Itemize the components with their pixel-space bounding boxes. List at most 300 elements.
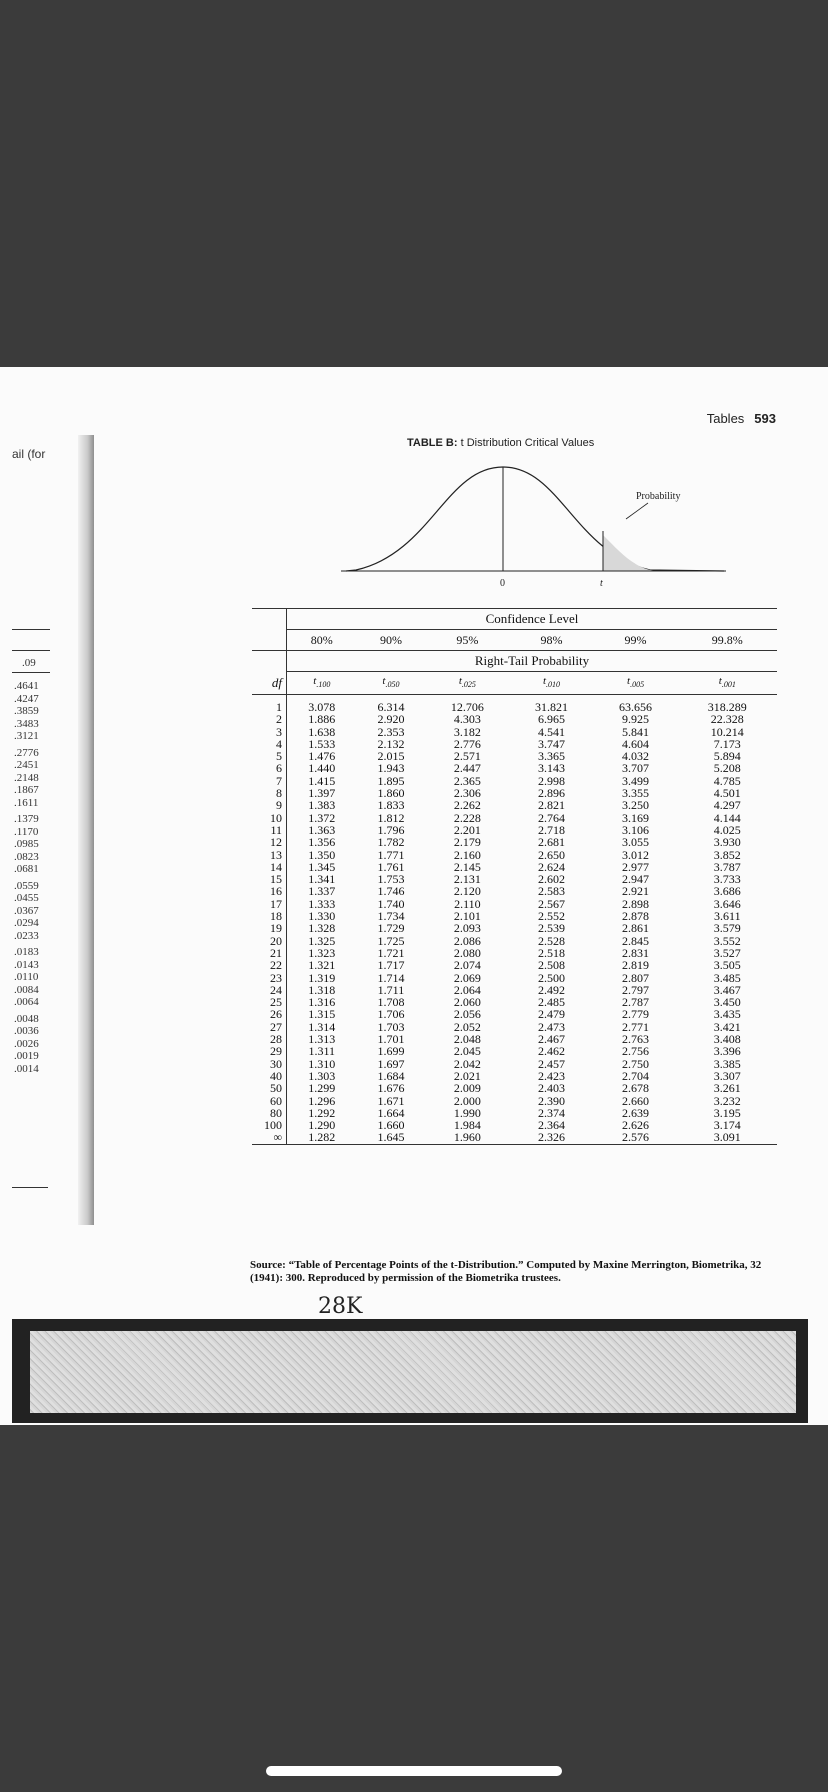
value-cell: 5.208 — [713, 761, 741, 776]
value-cell: 2.479 — [537, 1007, 565, 1022]
value-cell: 6.965 — [537, 712, 565, 727]
value-cell: 3.733 — [713, 872, 741, 887]
df-cell: 60 — [252, 1095, 287, 1107]
left-value: .2148 — [14, 771, 39, 784]
value-cell: 2.403 — [537, 1081, 565, 1096]
df-cell: 1 — [252, 695, 287, 714]
value-cell: 3.467 — [713, 982, 741, 997]
value-cell: 3.365 — [537, 749, 565, 764]
table-row — [252, 799, 777, 811]
value-cell: 2.821 — [537, 798, 565, 813]
value-cell: 1.315 — [308, 1007, 336, 1022]
table-row — [252, 1008, 777, 1020]
value-cell: 2.365 — [453, 773, 481, 788]
value-cell: 1.350 — [308, 847, 336, 862]
value-cell: 12.706 — [450, 700, 484, 714]
value-cell: 2.528 — [537, 933, 565, 948]
value-cell: 2.042 — [453, 1056, 481, 1071]
df-cell: 14 — [252, 861, 287, 873]
value-cell: 10.214 — [710, 724, 744, 739]
df-cell: 24 — [252, 984, 287, 996]
value-cell: 1.638 — [308, 724, 336, 739]
value-cell: 3.355 — [622, 786, 650, 801]
value-cell: 2.364 — [537, 1118, 565, 1133]
value-cell: 2.704 — [622, 1068, 650, 1083]
value-cell: 3.408 — [713, 1032, 741, 1047]
value-cell: 2.576 — [594, 1131, 678, 1144]
value-cell: 2.145 — [453, 859, 481, 874]
confidence-level-cell: 99.8% — [678, 630, 777, 651]
value-cell: 2.262 — [453, 798, 481, 813]
value-cell: 1.796 — [377, 822, 405, 837]
tail-probability-cell: $t_{.001}$ — [678, 672, 777, 695]
value-cell: 2.756 — [622, 1044, 650, 1059]
value-cell: 1.645 — [357, 1131, 426, 1144]
critical-values-table — [252, 608, 777, 1145]
value-cell: 2.110 — [454, 896, 481, 911]
df-cell: 13 — [252, 849, 287, 861]
value-cell: 2.819 — [622, 958, 650, 973]
left-value: .0823 — [14, 850, 39, 863]
value-cell: 1.290 — [308, 1118, 336, 1133]
next-page-noise — [30, 1331, 796, 1413]
left-value: .4247 — [14, 692, 39, 705]
value-cell: 1.895 — [377, 773, 405, 788]
value-cell: 3.930 — [713, 835, 741, 850]
value-cell: 3.707 — [622, 761, 650, 776]
value-cell: 2.718 — [537, 822, 565, 837]
df-cell: 19 — [252, 922, 287, 934]
value-cell: 2.583 — [537, 884, 565, 899]
value-cell: 1.746 — [377, 884, 405, 899]
value-cell: 6.314 — [377, 700, 405, 714]
value-cell: 1.397 — [308, 786, 336, 801]
df-cell: 26 — [252, 1008, 287, 1020]
df-label: df — [252, 672, 287, 695]
value-cell: 3.174 — [713, 1118, 741, 1133]
df-cell: 10 — [252, 812, 287, 824]
value-cell: 2.423 — [537, 1068, 565, 1083]
value-cell: 3.182 — [453, 724, 481, 739]
value-cell: 3.485 — [713, 970, 741, 985]
table-row — [252, 762, 777, 774]
left-value: .3859 — [14, 705, 39, 717]
value-cell: 2.390 — [537, 1093, 565, 1108]
value-cell: 1.328 — [308, 921, 336, 936]
value-cell: 2.086 — [453, 933, 481, 948]
value-cell: 4.785 — [713, 773, 741, 788]
value-cell: 1.323 — [308, 945, 336, 960]
left-value: .0036 — [14, 1025, 39, 1037]
value-cell: 3.012 — [622, 847, 650, 862]
page-section-label: Tables — [706, 411, 745, 426]
value-cell: 2.064 — [453, 982, 481, 997]
left-page-edge — [0, 367, 88, 1425]
value-cell: 1.708 — [377, 995, 405, 1010]
value-cell: 9.925 — [622, 712, 650, 727]
df-cell: 27 — [252, 1021, 287, 1033]
value-cell: 1.319 — [308, 970, 336, 985]
left-value: .0559 — [14, 879, 39, 892]
df-cell: 28 — [252, 1033, 287, 1045]
left-value: .0294 — [14, 917, 39, 929]
table-row — [252, 972, 777, 984]
value-cell: 1.337 — [308, 884, 336, 899]
value-cell: 4.604 — [622, 736, 650, 751]
source-citation: Source: “Table of Percentage Points of the t-Distribution.” Computed by Maxine Merrington, Biometrika, 32 (1941): 300. Reproduced by permission of the Biometrika trustees. — [250, 1259, 762, 1284]
value-cell: 4.025 — [713, 822, 741, 837]
value-cell: 2.998 — [537, 773, 565, 788]
table-row — [252, 922, 777, 934]
right-tail-header-row — [252, 651, 777, 672]
value-cell: 1.314 — [308, 1019, 336, 1034]
confidence-level-cell: 90% — [357, 630, 426, 651]
value-cell: 1.363 — [308, 822, 336, 837]
value-cell: 2.807 — [622, 970, 650, 985]
table-label: TABLE B: — [407, 437, 458, 449]
value-cell: 2.009 — [453, 1081, 481, 1096]
confidence-level-label: Confidence Level — [287, 609, 778, 630]
value-cell: 3.747 — [537, 736, 565, 751]
value-cell: 2.764 — [537, 810, 565, 825]
value-cell: 1.333 — [308, 896, 336, 911]
value-cell: 1.753 — [377, 872, 405, 887]
value-cell: 3.078 — [308, 700, 336, 714]
probability-label: Probability — [636, 491, 681, 502]
left-value: .0143 — [14, 958, 39, 971]
value-cell: 4.032 — [622, 749, 650, 764]
value-cell: 1.440 — [308, 761, 336, 776]
value-cell: 1.311 — [308, 1044, 336, 1059]
value-cell: 3.611 — [714, 909, 741, 924]
value-cell: 2.626 — [622, 1118, 650, 1133]
value-cell: 1.325 — [308, 933, 336, 948]
value-cell: 1.660 — [377, 1118, 405, 1133]
value-cell: 2.120 — [453, 884, 481, 899]
df-cell: 8 — [252, 787, 287, 799]
value-cell: 2.763 — [622, 1032, 650, 1047]
left-value: .0985 — [14, 838, 39, 850]
value-cell: 4.303 — [453, 712, 481, 727]
curve-zero-label: 0 — [500, 578, 505, 589]
table-title-text: t Distribution Critical Values — [460, 437, 595, 449]
value-cell: 2.052 — [453, 1019, 481, 1034]
value-cell: 2.518 — [537, 945, 565, 960]
table-row — [252, 1095, 777, 1107]
df-cell: 5 — [252, 750, 287, 762]
left-value: .0183 — [14, 946, 39, 958]
left-value: .0681 — [14, 863, 39, 875]
value-cell: 3.396 — [713, 1044, 741, 1059]
df-cell: 16 — [252, 885, 287, 897]
value-cell: 3.232 — [713, 1093, 741, 1108]
value-cell: 2.462 — [537, 1044, 565, 1059]
page-header — [707, 411, 776, 426]
value-cell: 7.173 — [713, 736, 741, 751]
value-cell: 22.328 — [710, 712, 744, 727]
value-cell: 1.299 — [308, 1081, 336, 1096]
left-value: .2776 — [14, 746, 39, 759]
table-row — [252, 1082, 777, 1094]
table-row — [252, 849, 777, 861]
value-cell: 1.303 — [308, 1068, 336, 1083]
curve-t-label: t — [600, 578, 603, 589]
value-cell: 2.571 — [453, 749, 481, 764]
value-cell: 2.160 — [453, 847, 481, 862]
value-cell: 2.567 — [537, 896, 565, 911]
value-cell: 3.143 — [537, 761, 565, 776]
value-cell: 4.501 — [713, 786, 741, 801]
value-cell: 3.169 — [622, 810, 650, 825]
value-cell: 3.579 — [713, 921, 741, 936]
tail-probability-cell: $t_{.005}$ — [594, 672, 678, 695]
value-cell: 2.080 — [453, 945, 481, 960]
value-cell: 5.894 — [713, 749, 741, 764]
value-cell: 2.074 — [453, 958, 481, 973]
df-cell: 18 — [252, 910, 287, 922]
left-value: .0455 — [14, 892, 39, 904]
t-distribution-curve — [336, 465, 736, 595]
value-cell: 1.984 — [453, 1118, 481, 1133]
value-cell: 2.861 — [622, 921, 650, 936]
value-cell: 1.676 — [377, 1081, 405, 1096]
value-cell: 1.372 — [308, 810, 336, 825]
value-cell: 2.539 — [537, 921, 565, 936]
confidence-level-cell: 95% — [425, 630, 509, 651]
left-value: .3483 — [14, 717, 39, 730]
next-page-edge — [12, 1319, 808, 1423]
value-cell: 2.473 — [537, 1019, 565, 1034]
df-cell: 25 — [252, 996, 287, 1008]
table-title — [407, 437, 594, 449]
value-cell: 1.476 — [308, 749, 336, 764]
table-row — [252, 885, 777, 897]
value-cell: 2.457 — [537, 1056, 565, 1071]
value-cell: 1.943 — [377, 761, 405, 776]
value-cell: 2.921 — [622, 884, 650, 899]
shaded-tail — [603, 535, 656, 571]
value-cell: 2.000 — [453, 1093, 481, 1108]
value-cell: 2.660 — [622, 1093, 650, 1108]
value-cell: 1.701 — [377, 1032, 405, 1047]
value-cell: 2.467 — [537, 1032, 565, 1047]
value-cell: 2.306 — [453, 786, 481, 801]
left-value: .0084 — [14, 983, 39, 996]
value-cell: 2.845 — [622, 933, 650, 948]
left-value: .0233 — [14, 929, 39, 942]
value-cell: 1.990 — [453, 1105, 481, 1120]
document-photo — [0, 367, 828, 1425]
value-cell: 2.977 — [622, 859, 650, 874]
confidence-level-cell: 99% — [594, 630, 678, 651]
value-cell: 2.552 — [537, 909, 565, 924]
value-cell: 3.450 — [713, 995, 741, 1010]
df-cell: 4 — [252, 738, 287, 750]
divider — [12, 650, 50, 651]
value-cell: 3.646 — [713, 896, 741, 911]
value-cell: 3.385 — [713, 1056, 741, 1071]
value-cell: 3.852 — [713, 847, 741, 862]
table-row — [252, 713, 777, 725]
table-row — [252, 836, 777, 848]
value-cell: 1.383 — [308, 798, 336, 813]
df-cell: 40 — [252, 1070, 287, 1082]
value-cell: 1.703 — [377, 1019, 405, 1034]
df-cell: 20 — [252, 935, 287, 947]
value-cell: 2.374 — [537, 1105, 565, 1120]
value-cell: 2.831 — [622, 945, 650, 960]
value-cell: 2.947 — [622, 872, 650, 887]
left-value: .1867 — [14, 784, 39, 796]
value-cell: 3.307 — [713, 1068, 741, 1083]
curve-left-half — [346, 467, 503, 571]
value-cell: 2.228 — [453, 810, 481, 825]
value-cell: 2.797 — [622, 982, 650, 997]
value-cell: 63.656 — [619, 700, 653, 714]
value-cell: 2.681 — [537, 835, 565, 850]
df-cell: 11 — [252, 824, 287, 836]
value-cell: 3.195 — [713, 1105, 741, 1120]
df-cell: ∞ — [252, 1131, 287, 1144]
left-value: .0367 — [14, 904, 39, 917]
value-cell: 2.750 — [622, 1056, 650, 1071]
left-page-fragment: ail (for — [12, 447, 46, 461]
value-cell: 3.686 — [713, 884, 741, 899]
value-cell: 3.261 — [713, 1081, 741, 1096]
value-cell: 1.860 — [377, 786, 405, 801]
left-value: .0110 — [14, 971, 39, 983]
value-cell: 1.761 — [377, 859, 405, 874]
value-cell: 2.779 — [622, 1007, 650, 1022]
df-cell: 100 — [252, 1119, 287, 1131]
left-value: .2451 — [14, 759, 39, 771]
value-cell: 1.740 — [377, 896, 405, 911]
left-value: .0019 — [14, 1050, 39, 1062]
divider — [12, 672, 50, 673]
value-cell: 2.492 — [537, 982, 565, 997]
left-value: .0014 — [14, 1062, 39, 1075]
df-cell: 50 — [252, 1082, 287, 1094]
value-cell: 1.725 — [377, 933, 405, 948]
value-cell: 2.678 — [622, 1081, 650, 1096]
left-value: .1170 — [14, 825, 39, 838]
df-cell: 22 — [252, 959, 287, 971]
value-cell: 2.787 — [622, 995, 650, 1010]
value-cell: 1.734 — [377, 909, 405, 924]
confidence-levels-row — [252, 630, 777, 651]
value-cell: 1.345 — [308, 859, 336, 874]
value-cell: 3.552 — [713, 933, 741, 948]
df-cell: 80 — [252, 1107, 287, 1119]
value-cell: 5.841 — [622, 724, 650, 739]
value-cell: 1.886 — [308, 712, 336, 727]
value-cell: 2.508 — [537, 958, 565, 973]
table-row — [252, 1131, 777, 1144]
value-cell: 2.060 — [453, 995, 481, 1010]
value-cell: 2.485 — [537, 995, 565, 1010]
value-cell: 2.353 — [377, 724, 405, 739]
df-cell: 15 — [252, 873, 287, 885]
value-cell: 1.296 — [308, 1093, 336, 1108]
df-header-spacer — [252, 630, 287, 651]
probability-arrow — [626, 503, 648, 519]
value-cell: 2.639 — [622, 1105, 650, 1120]
value-cell: 2.326 — [509, 1131, 593, 1144]
value-cell: 2.069 — [453, 970, 481, 985]
value-cell: 1.782 — [377, 835, 405, 850]
left-value: .0048 — [14, 1012, 39, 1025]
value-cell: 4.541 — [537, 724, 565, 739]
df-cell: 7 — [252, 775, 287, 787]
value-cell: 1.282 — [287, 1131, 357, 1144]
confidence-level-cell: 98% — [509, 630, 593, 651]
value-cell: 2.021 — [453, 1068, 481, 1083]
value-cell: 1.318 — [308, 982, 336, 997]
home-indicator[interactable] — [266, 1766, 562, 1776]
df-header-spacer — [252, 609, 287, 630]
divider — [12, 629, 50, 630]
value-cell: 2.898 — [622, 896, 650, 911]
df-header-spacer — [252, 651, 287, 672]
df-cell: 2 — [252, 713, 287, 725]
value-cell: 1.697 — [377, 1056, 405, 1071]
value-cell: 1.833 — [377, 798, 405, 813]
value-cell: 2.015 — [377, 749, 405, 764]
value-cell: 3.527 — [713, 945, 741, 960]
value-cell: 2.048 — [453, 1032, 481, 1047]
left-value: .0026 — [14, 1037, 39, 1050]
value-cell: 1.729 — [377, 921, 405, 936]
value-cell: 2.093 — [453, 921, 481, 936]
value-cell: 2.045 — [453, 1044, 481, 1059]
value-cell: 3.421 — [713, 1019, 741, 1034]
value-cell: 3.505 — [713, 958, 741, 973]
left-header-value: .09 — [22, 657, 36, 669]
divider — [12, 1187, 48, 1188]
value-cell: 2.201 — [453, 822, 481, 837]
handwritten-note: 28K — [318, 1294, 363, 1319]
value-cell: 2.896 — [537, 786, 565, 801]
value-cell: 2.624 — [537, 859, 565, 874]
df-cell: 29 — [252, 1045, 287, 1057]
confidence-level-cell: 80% — [287, 630, 357, 651]
value-cell: 2.500 — [537, 970, 565, 985]
df-cell: 30 — [252, 1058, 287, 1070]
value-cell: 318.289 — [707, 700, 747, 714]
value-cell: 2.771 — [622, 1019, 650, 1034]
value-cell: 2.650 — [537, 847, 565, 862]
df-cell: 3 — [252, 726, 287, 738]
value-cell: 3.091 — [678, 1131, 777, 1144]
value-cell: 2.131 — [453, 872, 481, 887]
value-cell: 3.106 — [622, 822, 650, 837]
value-cell: 1.316 — [308, 995, 336, 1010]
value-cell: 3.787 — [713, 859, 741, 874]
df-cell: 9 — [252, 799, 287, 811]
value-cell: 1.533 — [308, 736, 336, 751]
value-cell: 31.821 — [534, 700, 568, 714]
table-row — [252, 1045, 777, 1057]
value-cell: 2.101 — [453, 909, 481, 924]
value-cell: 1.292 — [308, 1105, 336, 1120]
value-cell: 1.671 — [377, 1093, 405, 1108]
value-cell: 2.776 — [453, 736, 481, 751]
value-cell: 3.055 — [622, 835, 650, 850]
value-cell: 3.250 — [622, 798, 650, 813]
df-cell: 6 — [252, 762, 287, 774]
value-cell: 3.435 — [713, 1007, 741, 1022]
value-cell: 2.878 — [622, 909, 650, 924]
